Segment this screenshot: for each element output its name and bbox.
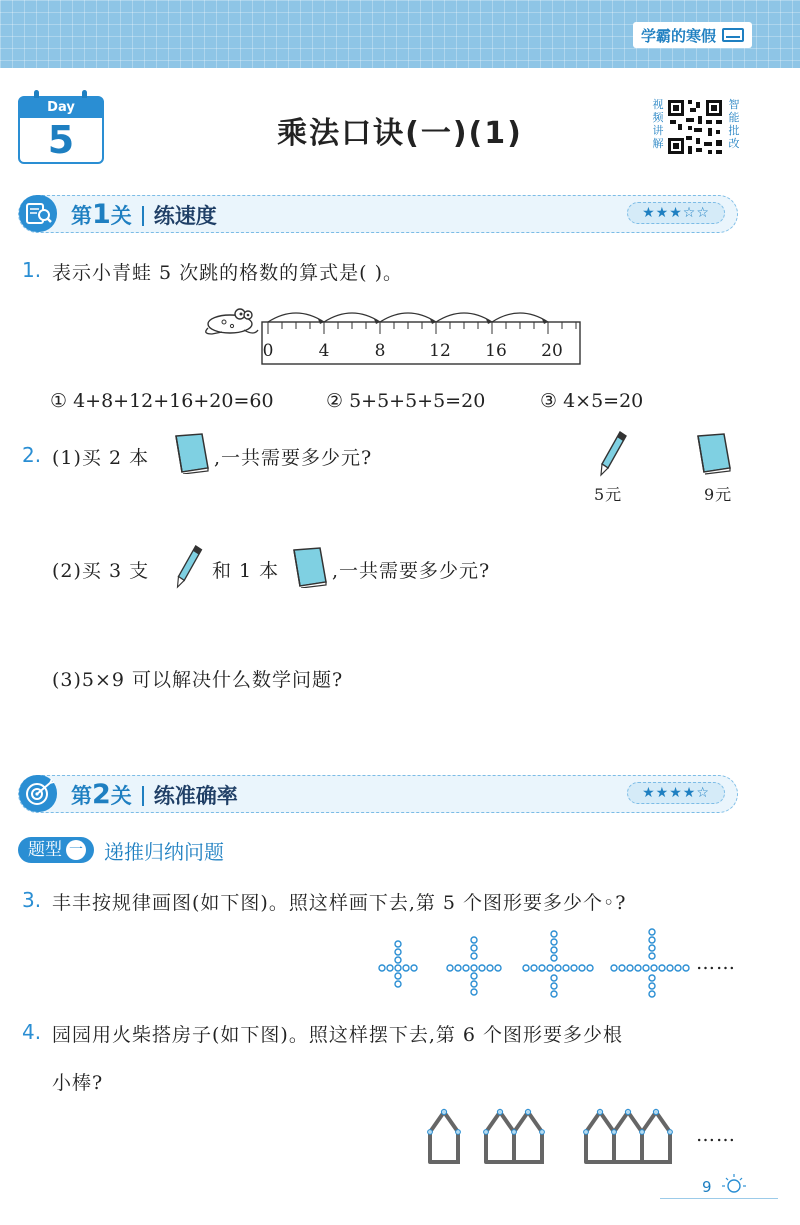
page-number: 9	[702, 1178, 712, 1196]
pen-icon	[172, 544, 206, 590]
footer-rule	[660, 1198, 778, 1199]
question-3-number: 3.	[22, 888, 42, 912]
ruler-tick-16: 16	[485, 341, 507, 361]
book-price: 9元	[704, 485, 733, 504]
question-2-number: 2.	[22, 443, 42, 467]
question-3-ellipsis: ……	[696, 952, 736, 974]
option-3[interactable]: ③ 4×5=20	[540, 390, 644, 412]
question-1-text: 表示小青蛙 5 次跳的格数的算式是( )。	[52, 262, 404, 284]
section-1-title: 第1关 练速度	[71, 199, 217, 230]
ruler-tick-12: 12	[429, 341, 451, 361]
type-number: 一	[66, 840, 86, 860]
book-icon	[290, 546, 330, 588]
question-2-part1-tail: ,一共需要多少元?	[214, 447, 373, 469]
type-pill: 题型 一	[18, 837, 94, 863]
magnifier-book-icon	[19, 195, 57, 232]
brand-label: 学霸的寒假	[640, 26, 716, 45]
dot-pattern-figure	[370, 928, 690, 1000]
qr-code-icon[interactable]	[666, 98, 724, 156]
page-title: 乘法口诀(一)(1)	[277, 116, 523, 151]
pen-icon	[596, 430, 630, 478]
book-icon	[694, 432, 736, 476]
book-icon	[172, 432, 212, 474]
question-1-number: 1.	[22, 258, 42, 282]
ruler-tick-20: 20	[541, 341, 563, 361]
day-label: Day	[20, 98, 102, 118]
question-3-text: 丰丰按规律画图(如下图)。照这样画下去,第 5 个图形要多少个◦?	[52, 892, 627, 914]
section-1-header	[18, 195, 738, 233]
number-line-figure	[200, 302, 590, 372]
ruler-tick-8: 8	[374, 341, 386, 361]
difficulty-stars: ★★★★☆	[627, 782, 725, 804]
day-number: 5	[47, 118, 75, 162]
magnifier-icon	[19, 195, 57, 232]
sun-icon	[720, 1172, 750, 1196]
laptop-icon	[722, 28, 744, 42]
question-2-part1: (1)买 2 本	[52, 447, 150, 469]
option-2[interactable]: ② 5+5+5+5=20	[326, 390, 486, 412]
dartboard-icon	[19, 775, 57, 812]
pen-price: 5元	[594, 485, 623, 504]
question-2-part2: (2)买 3 支	[52, 560, 150, 582]
ruler-tick-0: 0	[262, 341, 274, 361]
question-2-part2-tail: ,一共需要多少元?	[332, 560, 491, 582]
question-4-ellipsis: ……	[696, 1124, 736, 1146]
brand-tag	[633, 22, 752, 48]
question-2-part3: (3)5×9 可以解决什么数学问题?	[52, 669, 344, 691]
section-2-title: 第2关 练准确率	[71, 779, 238, 810]
option-1[interactable]: ① 4+8+12+16+20=60	[50, 390, 274, 412]
question-4-line1: 园园用火柴搭房子(如下图)。照这样摆下去,第 6 个图形要多少根	[52, 1024, 624, 1046]
section-2-header	[18, 775, 738, 813]
type-label: 递推归纳问题	[104, 839, 224, 864]
question-2-part2-mid: 和 1 本	[212, 560, 280, 582]
question-type-badge	[18, 836, 224, 864]
question-4-line2: 小棒?	[52, 1072, 104, 1094]
ruler-tick-4: 4	[318, 341, 330, 361]
frog-icon	[206, 309, 258, 334]
matchstick-houses-figure	[420, 1104, 692, 1168]
question-4-number: 4.	[22, 1020, 42, 1044]
difficulty-stars: ★★★☆☆	[627, 202, 725, 224]
qr-grading-label: 智 能 批 改	[728, 98, 740, 150]
qr-video-label: 视 频 讲 解	[652, 98, 664, 150]
target-icon	[19, 775, 57, 812]
